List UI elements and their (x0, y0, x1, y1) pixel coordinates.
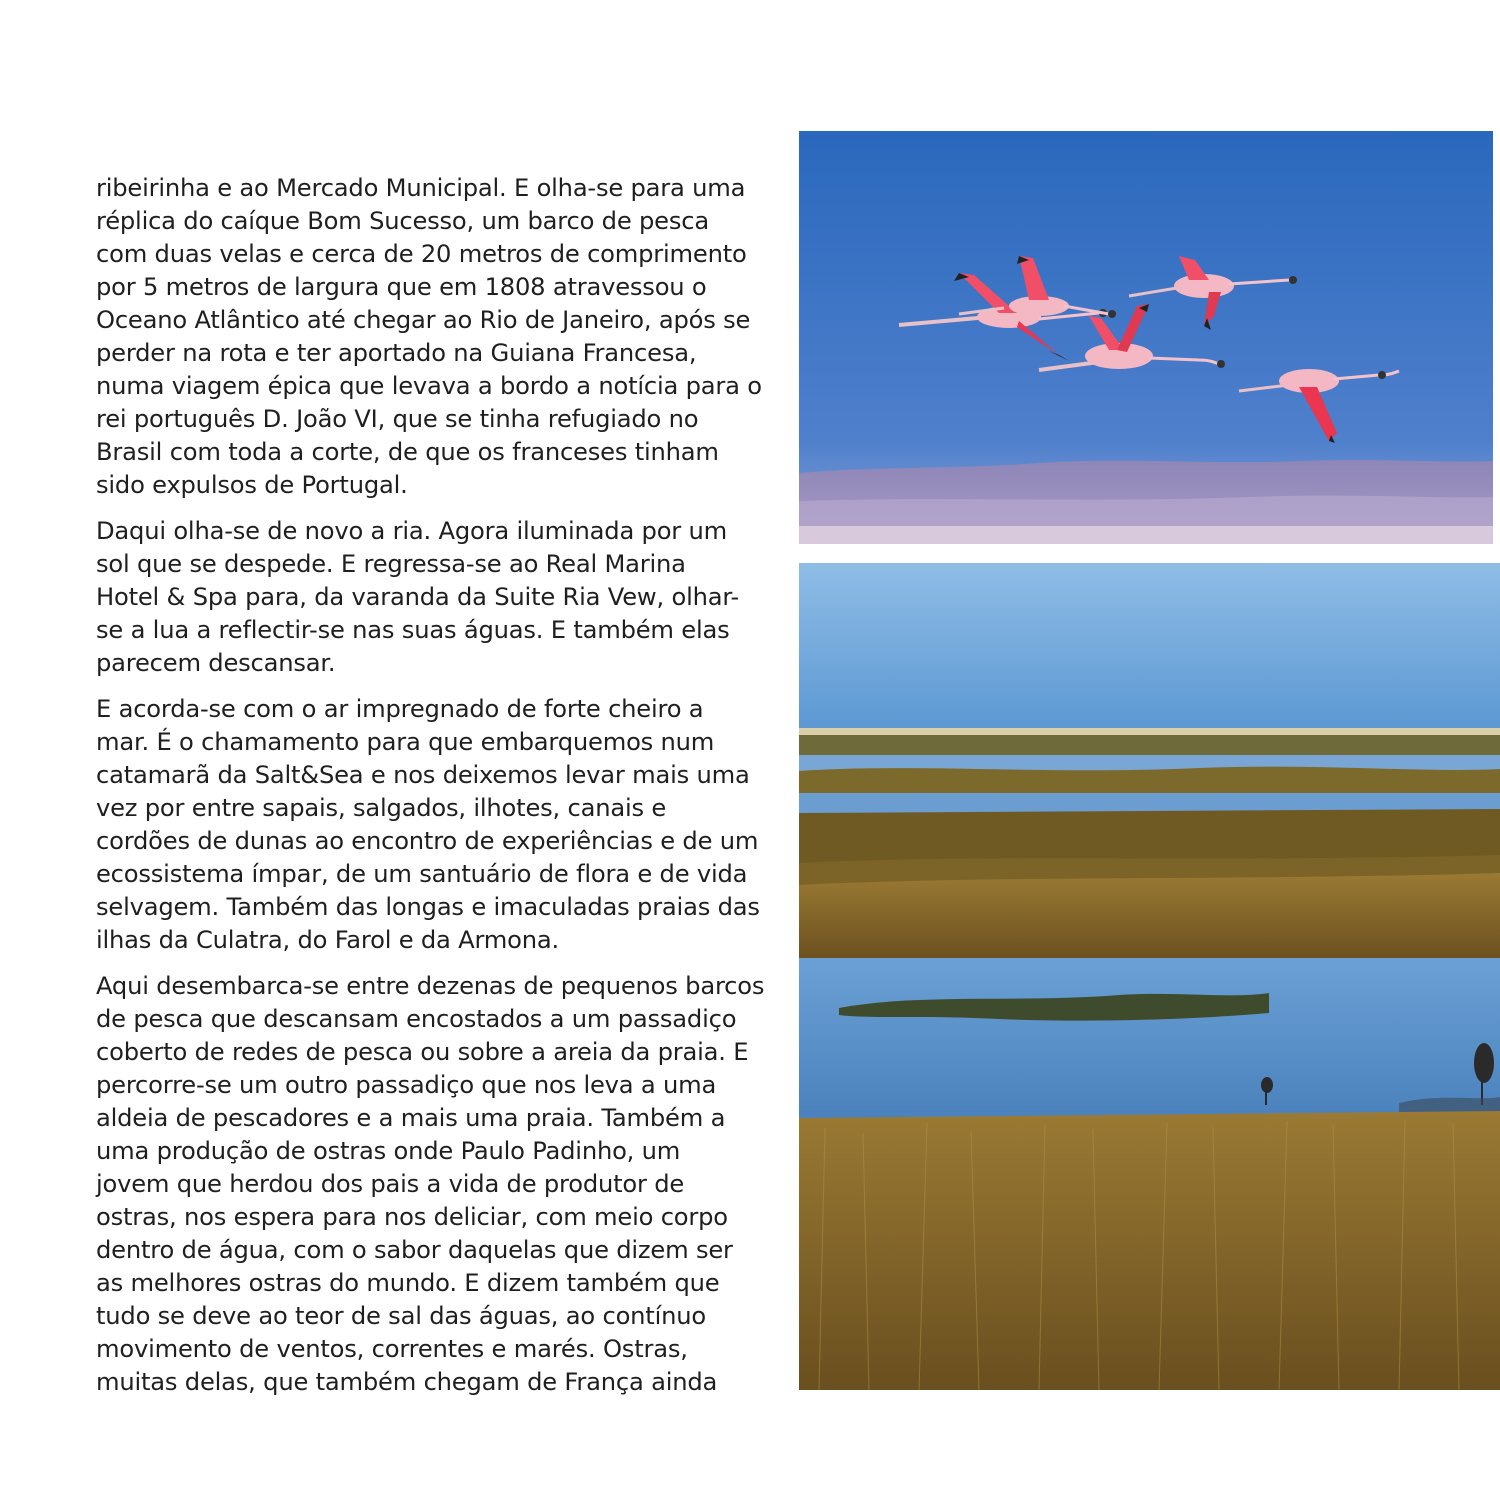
text-line: Brasil com toda a corte, de que os franceses tinham (96, 438, 719, 466)
text-line: tudo se deve ao teor de sal das águas, ao contínuo (96, 1302, 706, 1330)
photo-flamingos-in-flight (799, 131, 1493, 544)
text-line: Hotel & Spa para, da varanda da Suite Ria Vew, olhar- (96, 583, 740, 611)
marsh-illustration (799, 563, 1500, 1390)
text-line: E acorda-se com o ar impregnado de forte cheiro a (96, 695, 704, 723)
text-line: por 5 metros de largura que em 1808 atravessou o (96, 273, 707, 301)
text-line: sido expulsos de Portugal. (96, 471, 408, 499)
text-line: cordões de dunas ao encontro de experiências e de um (96, 827, 759, 855)
text-line: aldeia de pescadores e a mais uma praia. Também a (96, 1104, 726, 1132)
text-line: percorre-se um outro passadiço que nos leva a uma (96, 1071, 717, 1099)
text-line: numa viagem épica que levava a bordo a notícia para o (96, 372, 762, 400)
text-line: muitas delas, que também chegam de França ainda (96, 1368, 718, 1396)
text-line: Oceano Atlântico até chegar ao Rio de Janeiro, após se (96, 306, 751, 334)
article-paragraph (96, 515, 766, 680)
flamingos-illustration (799, 131, 1493, 544)
text-line: Aqui desembarca-se entre dezenas de pequenos barcos (96, 972, 765, 1000)
text-line: as melhores ostras do mundo. E dizem também que (96, 1269, 720, 1297)
text-line: rei português D. João VI, que se tinha refugiado no (96, 405, 699, 433)
text-line: coberto de redes de pesca ou sobre a areia da praia. E (96, 1038, 749, 1066)
article-paragraph (96, 172, 766, 502)
text-line: parecem descansar. (96, 649, 336, 677)
text-line: ilhas da Culatra, do Farol e da Armona. (96, 926, 560, 954)
text-line: Daqui olha-se de novo a ria. Agora iluminada por um (96, 517, 728, 545)
text-line: ostras, nos espera para nos deliciar, com meio corpo (96, 1203, 728, 1231)
text-line: mar. É o chamamento para que embarquemos num (96, 728, 715, 756)
text-line: sol que se despede. E regressa-se ao Real Marina (96, 550, 686, 578)
text-line: réplica do caíque Bom Sucesso, um barco de pesca (96, 207, 709, 235)
text-line: dentro de água, com o sabor daquelas que dizem ser (96, 1236, 733, 1264)
article-text (96, 172, 766, 1412)
text-line: uma produção de ostras onde Paulo Padinho, um (96, 1137, 681, 1165)
text-line: ecossistema ímpar, de um santuário de flora e de vida (96, 860, 748, 888)
text-line: se a lua a reflectir-se nas suas águas. E também elas (96, 616, 730, 644)
text-line: com duas velas e cerca de 20 metros de comprimento (96, 240, 747, 268)
text-line: vez por entre sapais, salgados, ilhotes, canais e (96, 794, 667, 822)
text-line: ribeirinha e ao Mercado Municipal. E olha-se para uma (96, 174, 746, 202)
text-line: jovem que herdou dos pais a vida de produtor de (96, 1170, 685, 1198)
text-line: selvagem. Também das longas e imaculadas praias das (96, 893, 760, 921)
text-line: perder na rota e ter aportado na Guiana Francesa, (96, 339, 697, 367)
text-line: catamarã da Salt&Sea e nos deixemos levar mais uma (96, 761, 750, 789)
text-line: de pesca que descansam encostados a um passadiço (96, 1005, 737, 1033)
text-line: movimento de ventos, correntes e marés. Ostras, (96, 1335, 688, 1363)
article-paragraph (96, 693, 766, 957)
article-paragraph (96, 970, 766, 1399)
photo-salt-marsh (799, 563, 1500, 1390)
